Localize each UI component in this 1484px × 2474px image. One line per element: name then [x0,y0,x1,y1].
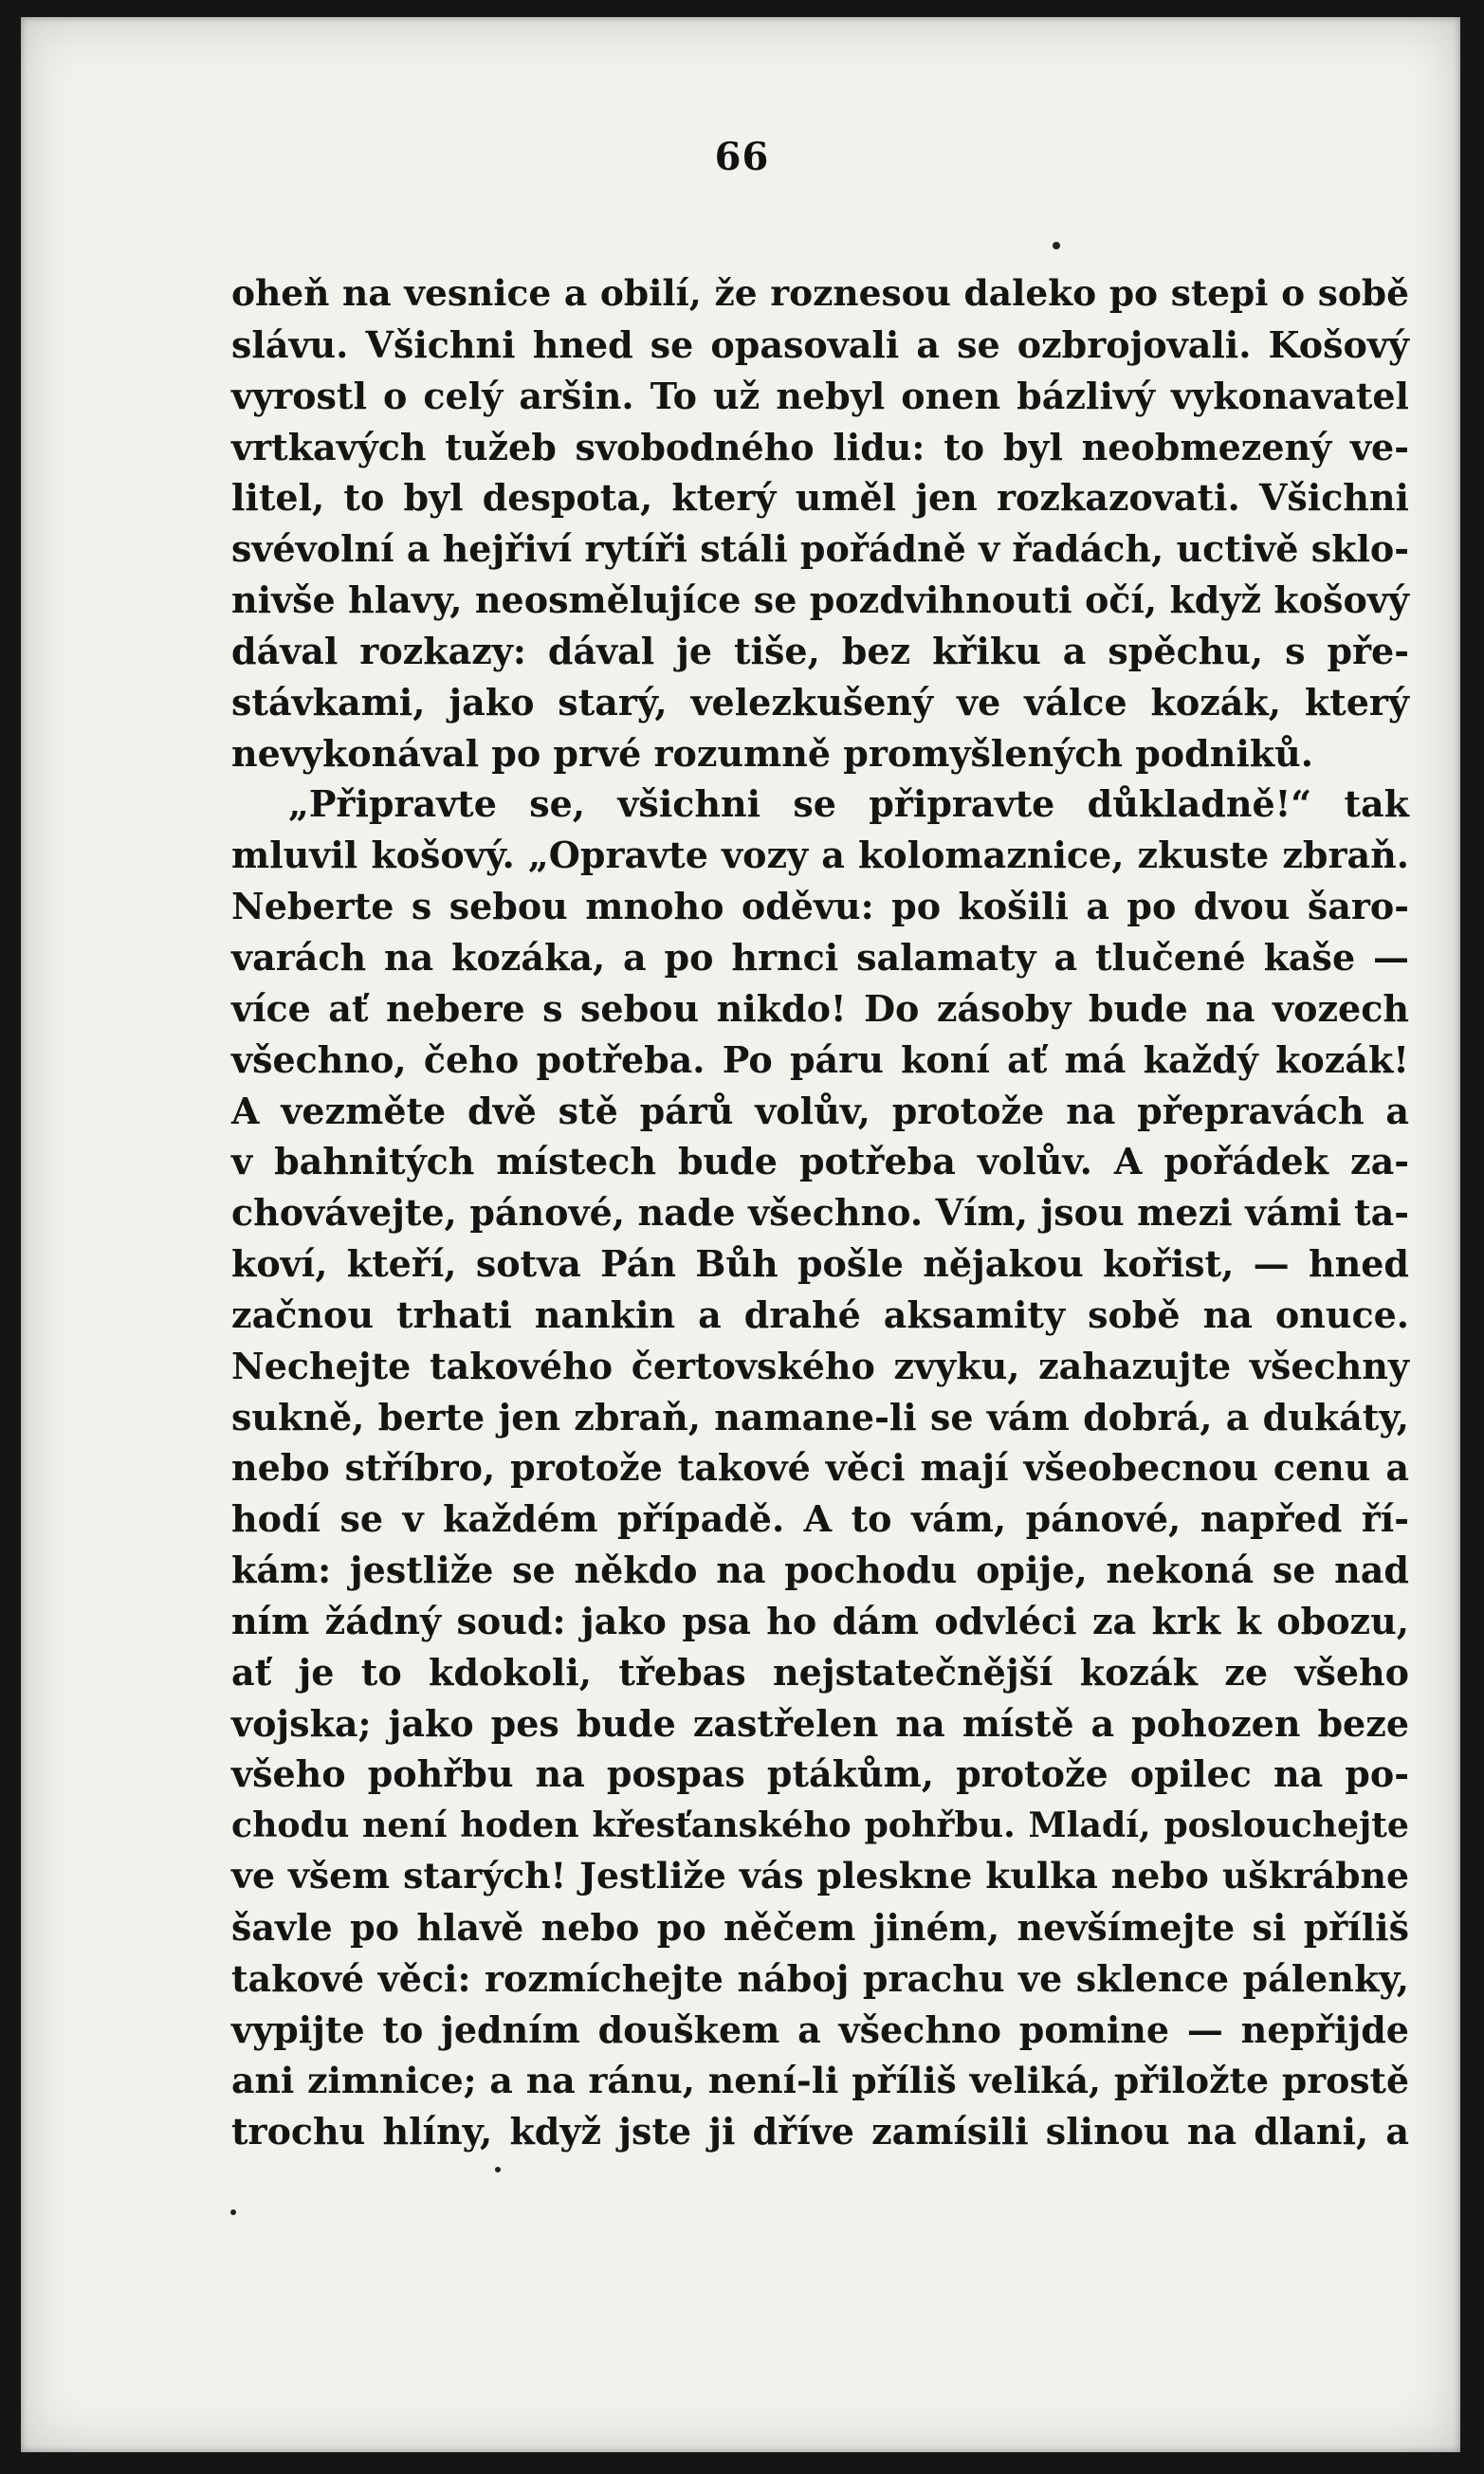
text-line: nevykonával po prvé rozumně promyšlených podniků. [231,731,1313,775]
text-line: vojska; jako pes bude zastřelen na místě a pohozen beze [231,1701,1409,1745]
text-line: vrtkavých tužeb svobodného lidu: to byl neobmezený ve- [231,425,1409,468]
text-line: ať je to kdokoli, třebas nejstatečnější kozák ze všeho [231,1650,1409,1694]
text-line: stávkami, jako starý, velezkušený ve válce kozák, který [231,680,1409,724]
text-line: hodí se v každém případě. A to vám, pánové, napřed ří- [231,1497,1409,1541]
text-line: kám: jestliže se někdo na pochodu opije, nekoná se nad [231,1549,1409,1592]
text-line: varách na kozáka, a po hrnci salamaty a tlučené kaše — [231,935,1409,979]
text-line: koví, kteří, sotva Pán Bůh pošle nějakou kořist, — hned [231,1242,1409,1286]
text-line: A vezměte dvě stě párů volův, protože na přepravách a [231,1089,1409,1132]
text-line: Neberte s sebou mnoho oděvu: po košili a po dvou šaro- [231,885,1409,928]
text-line: v bahnitých místech bude potřeba volův. A pořádek za- [231,1140,1409,1183]
body-text [231,268,1409,2157]
ink-speck [495,2167,501,2172]
text-line: ve všem starých! Jestliže vás plesknе kulka nebo uškrábne [231,1855,1409,1897]
text-line: chovávejte, pánové, nade všechno. Vím, jsou mezi vámi ta- [231,1191,1409,1235]
text-line: vyrostl o celý aršin. To už nebyl onen bázlivý vykonavatel [231,374,1409,417]
text-line: chodu není hoden křesťanského pohřbu. Mladí, poslouchejte [231,1805,1409,1846]
text-line: začnou trhati nankin a drahé aksamity sobě na onuce. [231,1292,1409,1336]
text-line: dával rozkazy: dával je tiše, bez křiku a spěchu, s pře- [231,629,1409,672]
text-line: slávu. Všichni hned se opasovali a se ozbrojovali. Košový [231,322,1409,366]
text-line: více ať nebere s sebou nikdo! Do zásoby bude na vozech [231,986,1409,1030]
text-line: vypijte to jedním douškem a všechno pomine — nepřijde [231,2007,1409,2051]
text-line: sukně, berte jen zbraň, namane-li se vám dobrá, a dukáty, [231,1395,1409,1439]
ink-speck [1053,242,1060,249]
ink-speck [230,2209,236,2215]
text-line: všechno, čeho potřeba. Po páru koní ať má každý kozák! [231,1037,1409,1081]
text-line: mluvil košový. „Opravte vozy a kolomaznice, zkuste zbraň. [231,834,1409,877]
text-line: trochu hlíny, když jste ji dříve zamísili slinou na dlani, a [231,2110,1409,2153]
text-line: ním žádný soud: jako psa ho dám odvléci za krk k obozu, [231,1599,1409,1642]
text-line: oheň na vesnice a obilí, že roznesou daleko po stepi o sobě [231,272,1409,314]
text-line: nivše hlavy, neosmělujíce se pozdvihnouti očí, když košový [231,578,1409,622]
text-line: všeho pohřbu na pospas ptákům, protože opilec na po- [231,1752,1409,1796]
text-line: svévolní a hejřiví rytíři stáli pořádně v řadách, uctivě sklo- [231,527,1409,571]
text-line: ani zimnice; a na ránu, není-li příliš veliká, přiložte prostě [231,2059,1409,2101]
text-line: šavle po hlavě nebo po něčem jiném, nevšímejte si příliš [231,1906,1409,1949]
text-line: takové věci: rozmíchejte náboj prachu ve sklence pálenky, [231,1956,1409,2000]
text-line: litel, to byl despota, který uměl jen rozkazovati. Všichni [231,476,1409,520]
text-line: „Připravte se, všichni se připravte důkladně!“ tak [288,782,1409,826]
page-number: 66 [714,135,770,179]
text-line: Nechejte takového čertovského zvyku, zahazujte všechny [231,1344,1409,1387]
text-line: nebo stříbro, protože takové věci mají všeobecnou cenu a [231,1446,1409,1490]
